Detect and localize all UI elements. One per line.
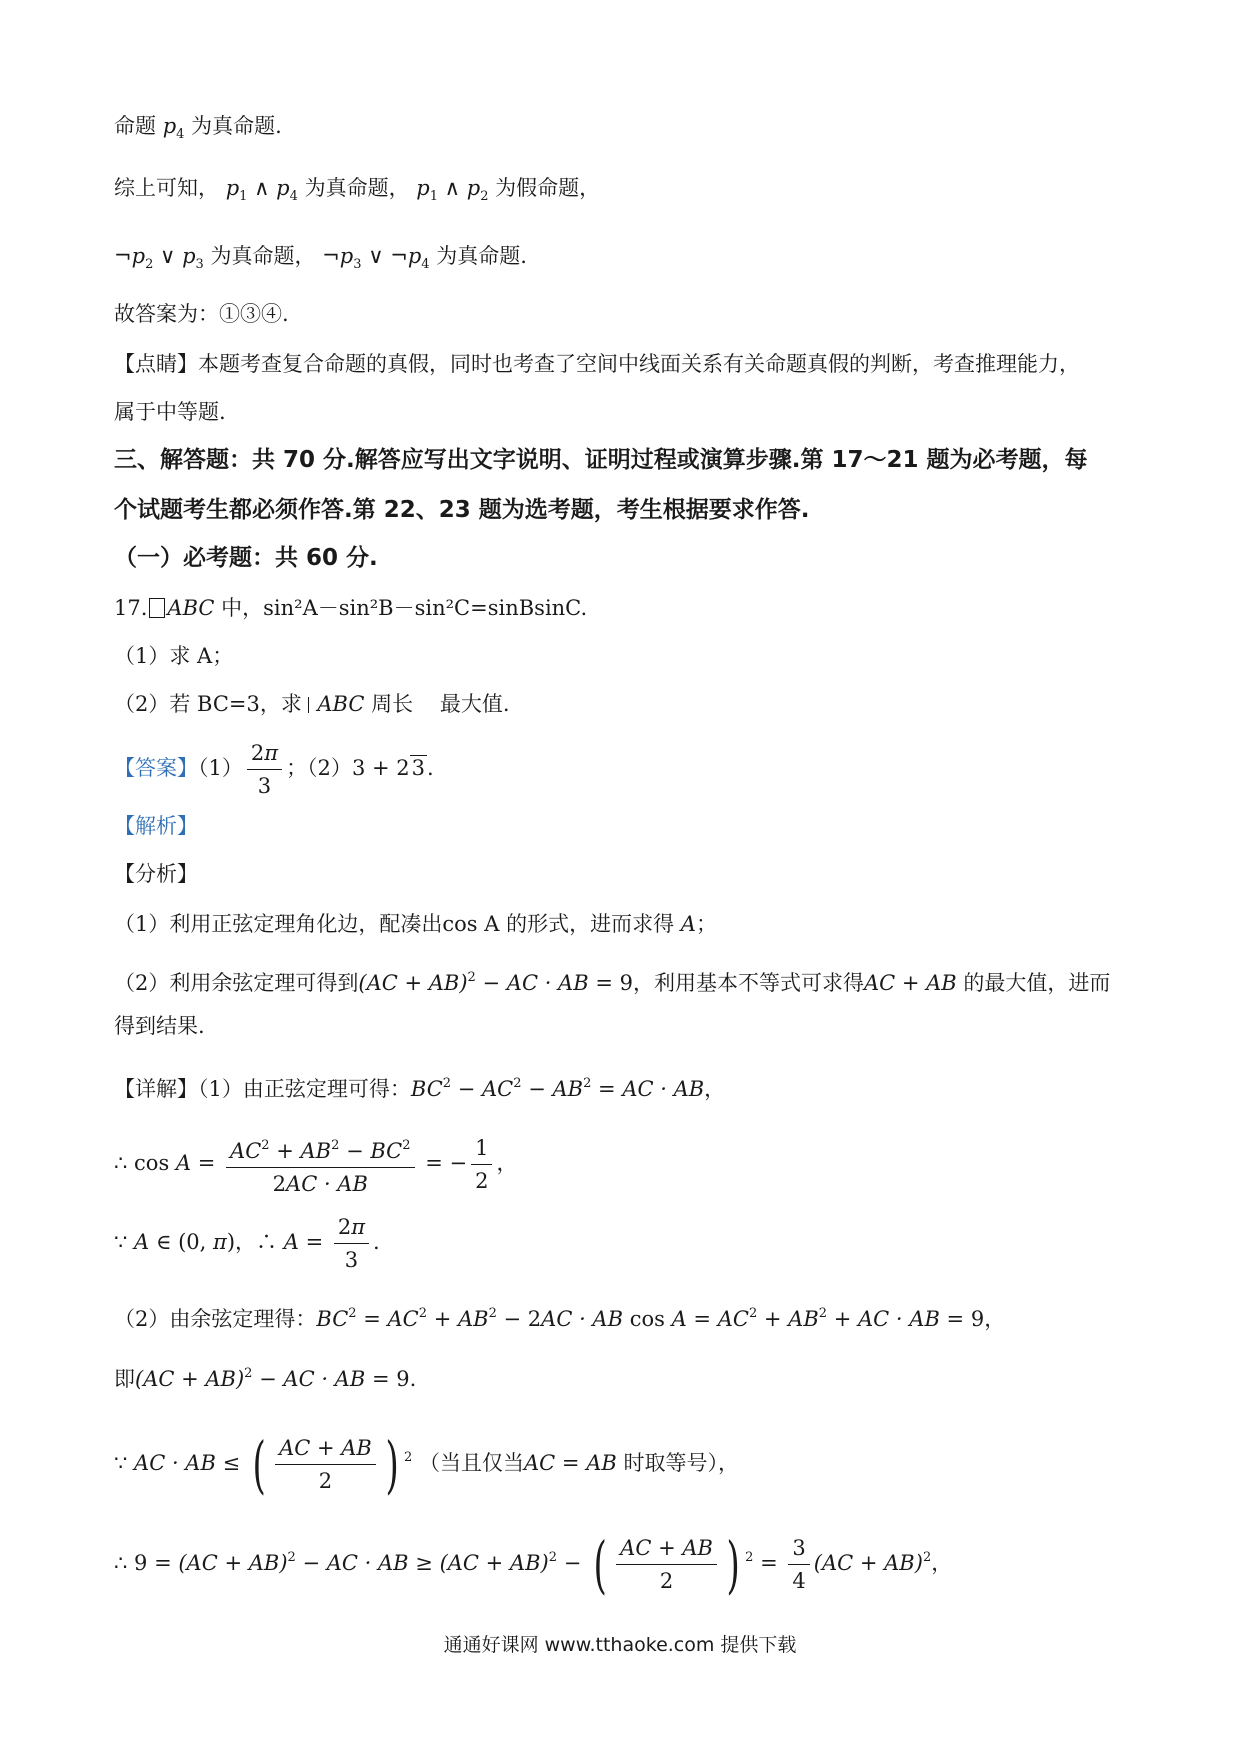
section-heading: 三、解答题：共 70 分.解答应写出文字说明、证明过程或演算步骤.第 17～21 题为必考题，每 xyxy=(114,447,1088,473)
text-line: 命题 $p_4$ 为真命题. xyxy=(114,114,282,142)
triangle-symbol xyxy=(149,598,165,618)
analysis-line: （2）利用余弦定理可得到(AC + AB)$^2$ − AC · AB = 9，利用基本不等式可求得AC + AB 的最大值，进而 xyxy=(114,970,1111,995)
footer: 通通好课网 www.tthaoke.com 提供下载 xyxy=(443,1634,797,1656)
subsection-heading: （一）必考题：共 60 分. xyxy=(114,545,378,571)
answer-line: 【答案】（1） $\frac{2\pi}{3}$ ；（2）3 + 23. xyxy=(114,741,434,798)
text-line: $\neg p_2$ ∨ $p_3$ 为真命题， $\neg p_3$ ∨ $\neg p_4$ 为真命题. xyxy=(114,244,527,272)
text-line: 综上可知， $p_1$ ∧ $p_4$ 为真命题， $p_1$ ∧ $p_2$ 为假命题， xyxy=(114,176,601,204)
text-line: 属于中等题. xyxy=(114,400,226,424)
detail-line: 【详解】（1）由正弦定理可得：$BC^2 - AC^2 - AB^2$ = AC · AB， xyxy=(114,1076,726,1101)
section-heading: 个试题考生都必须作答.第 22、23 题为选考题，考生根据要求作答. xyxy=(114,497,810,523)
question-part-1: （1）求 A； xyxy=(114,644,234,668)
text-line: 故答案为：①③④. xyxy=(114,302,289,326)
fenxi-label: 【分析】 xyxy=(114,862,198,886)
detail-line: （2）由余弦定理得：$BC^2 = AC^2 + AB^2 - 2AC$ · AB $\cos A = AC^2 + AB^2$ + AC · AB = 9， xyxy=(114,1306,1006,1331)
detail-line: ∵ AC · AB ≤ ( $\frac{AC + AB}{2}$ ) $^2$ （当且仅当AC = AB 时取等号）， xyxy=(114,1427,739,1501)
question-17: 17. ABC 中，sin²A－sin²B－sin²C=sinBsinC. xyxy=(114,596,588,620)
question-part-2: （2）若 BC=3，求 ABC 周长 最大值. xyxy=(114,692,510,716)
analysis-line: 得到结果. xyxy=(114,1014,205,1038)
dianjing-line: 【点睛】本题考查复合命题的真假，同时也考查了空间中线面关系有关命题真假的判断，考查推理能力， xyxy=(114,352,1080,376)
analysis-line: （1）利用正弦定理角化边，配凑出cos A 的形式，进而求得 A； xyxy=(114,912,717,936)
detail-line: 即(AC + AB)$^2$ − AC · AB = 9. xyxy=(114,1366,417,1391)
detail-line: ∴ 9 = (AC + AB)$^2$ − AC · AB ≥ (AC + AB)$^2$ − ( $\frac{AC + AB}{2}$ ) $^2$ = $\frac{3}{4}$ (AC + AB)$^2$， xyxy=(114,1527,953,1601)
triangle-symbol xyxy=(308,697,310,713)
answer-label: 【答案】 xyxy=(114,756,198,780)
detail-line: ∴ cos A = $\frac{AC^2 + AB^2 - BC^2}{2AC \cdot AB}$ = − $\frac{1}{2}$ ， xyxy=(114,1128,517,1198)
jiexi-label: 【解析】 xyxy=(114,814,198,838)
detail-line: ∵ A ∈ (0, π)，∴ A = $\frac{2\pi}{3}$ . xyxy=(114,1215,380,1272)
